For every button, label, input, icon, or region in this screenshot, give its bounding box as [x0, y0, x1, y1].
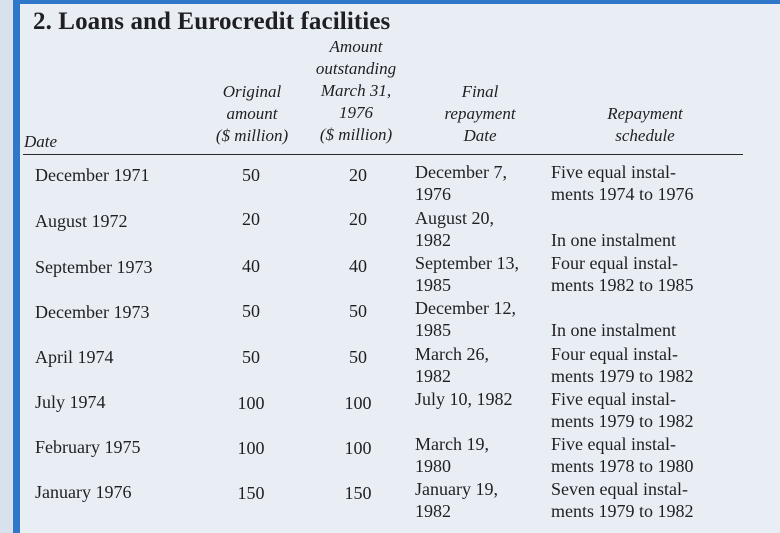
- row-amount-outstanding: 100: [344, 438, 372, 458]
- row-date: January 1976: [35, 482, 132, 502]
- row-date: December 1971: [35, 165, 150, 185]
- row-original-amount: 50: [242, 301, 260, 321]
- header-amount-outstanding: Amount outstanding March 31, 1976 ($ million): [315, 37, 397, 144]
- section-title: 2. Loans and Eurocredit facilities: [33, 8, 391, 35]
- row-amount-outstanding: 50: [349, 347, 367, 367]
- row-original-amount: 150: [237, 483, 265, 503]
- row-final-date: January 19, 1982: [415, 479, 498, 521]
- row-amount-outstanding: 20: [349, 209, 367, 229]
- row-schedule: Four equal instal- ments 1982 to 1985: [551, 253, 694, 295]
- header-repayment-schedule: Repayment schedule: [607, 104, 683, 145]
- row-date: December 1973: [35, 302, 150, 322]
- row-schedule: Five equal instal- ments 1974 to 1976: [551, 162, 694, 204]
- row-schedule: Five equal instal- ments 1979 to 1982: [551, 389, 694, 431]
- row-original-amount: 100: [237, 438, 265, 458]
- row-final-date: March 19, 1980: [415, 434, 489, 476]
- row-schedule: In one instalment: [551, 230, 676, 250]
- row-date: September 1973: [35, 257, 153, 277]
- row-final-date: September 13, 1985: [415, 253, 519, 295]
- row-schedule: Four equal instal- ments 1979 to 1982: [551, 344, 694, 386]
- row-final-date: August 20, 1982: [415, 208, 495, 250]
- row-schedule: In one instalment: [551, 320, 676, 340]
- header-date: Date: [24, 132, 58, 151]
- row-amount-outstanding: 20: [349, 165, 367, 185]
- row-final-date: July 10, 1982: [415, 389, 513, 409]
- row-date: April 1974: [35, 347, 114, 367]
- row-schedule: Five equal instal- ments 1978 to 1980: [551, 434, 694, 476]
- header-original-amount: Original amount ($ million): [215, 82, 289, 145]
- page-top-border: [0, 0, 780, 4]
- row-final-date: December 7, 1976: [415, 162, 507, 204]
- row-amount-outstanding: 150: [344, 483, 372, 503]
- row-original-amount: 100: [237, 393, 265, 413]
- row-date: February 1975: [35, 437, 141, 457]
- row-amount-outstanding: 40: [349, 256, 367, 276]
- row-date: August 1972: [35, 211, 128, 231]
- row-original-amount: 50: [242, 165, 260, 185]
- row-original-amount: 20: [242, 209, 260, 229]
- row-final-date: March 26, 1982: [415, 344, 489, 386]
- header-divider: [23, 154, 743, 155]
- row-amount-outstanding: 100: [344, 393, 372, 413]
- page-left-border: [0, 0, 20, 533]
- header-final-repayment-date: Final repayment Date: [444, 82, 516, 145]
- row-amount-outstanding: 50: [349, 301, 367, 321]
- row-date: July 1974: [35, 392, 106, 412]
- row-original-amount: 50: [242, 347, 260, 367]
- row-original-amount: 40: [242, 256, 260, 276]
- row-schedule: Seven equal instal- ments 1979 to 1982: [551, 479, 694, 521]
- row-final-date: December 12, 1985: [415, 298, 516, 340]
